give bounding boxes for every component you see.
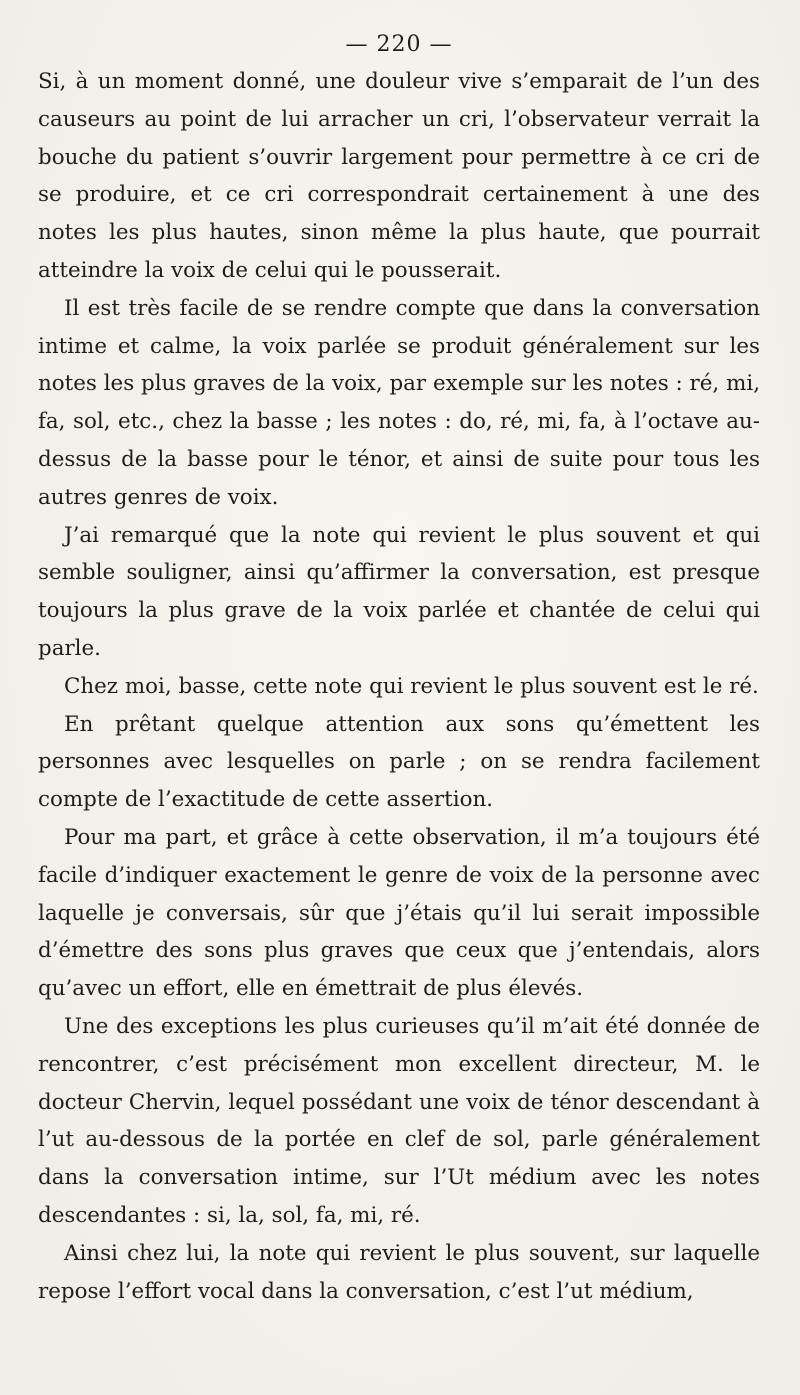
paragraph-3: J’ai remarqué que la note qui revient le plus souvent et qui semble souligner, ainsi qu’affirmer la conversation, est presque toujours la plus grave de la voix parlée et chantée de celui qui parle. (38, 522, 760, 661)
paragraph-4: Chez moi, basse, cette note qui revient le plus souvent est le ré. (64, 673, 759, 699)
paragraph-5: En prêtant quelque attention aux sons qu’émettent les personnes avec lesquelles on parle ; on se rendra facilement compte de l’exactitude de cette assertion. (38, 711, 760, 813)
paragraph-6: Pour ma part, et grâce à cette observation, il m’a toujours été facile d’indiquer exactement le genre de voix de la personne avec laquelle je conversais, sûr que j’étais qu’il lui serait impossible d’émettre des sons plus graves que ceux que j’entendais, alors qu’avec un effort, elle en émettrait de plus élevés. (38, 824, 760, 1002)
paragraph-2: Il est très facile de se rendre compte que dans la conversation intime et calme, la voix parlée se produit généralement sur les notes les plus graves de la voix, par exemple sur les notes : ré, mi, fa, sol, etc., chez la basse ; les notes : do, ré, mi, fa, à l’octave au-dessus de la basse pour le ténor, et ainsi de suite pour tous les autres genres de voix. (38, 295, 760, 510)
paragraph-7: Une des exceptions les plus curieuses qu’il m’ait été donnée de rencontrer, c’est précisément mon excellent directeur, M. le docteur Chervin, lequel possédant une voix de ténor descendant à l’ut au-dessous de la portée en clef de sol, parle généralement dans la conversation intime, sur l’Ut médium avec les notes descendantes : si, la, sol, fa, mi, ré. (38, 1013, 760, 1228)
paragraph-8: Ainsi chez lui, la note qui revient le plus souvent, sur laquelle repose l’effort vocal dans la conversation, c’est l’ut médium, (38, 1240, 760, 1304)
paragraph-1: Si, à un moment donné, une douleur vive s’emparait de l’un des causeurs au point de lui arracher un cri, l’observateur verrait la bouche du patient s’ouvrir largement pour permettre à ce cri de se produire, et ce cri correspondrait certainement à une des notes les plus hautes, sinon même la plus haute, que pourrait atteindre la voix de celui qui le pousserait. (38, 69, 760, 283)
page-number: — 220 — (345, 32, 453, 57)
